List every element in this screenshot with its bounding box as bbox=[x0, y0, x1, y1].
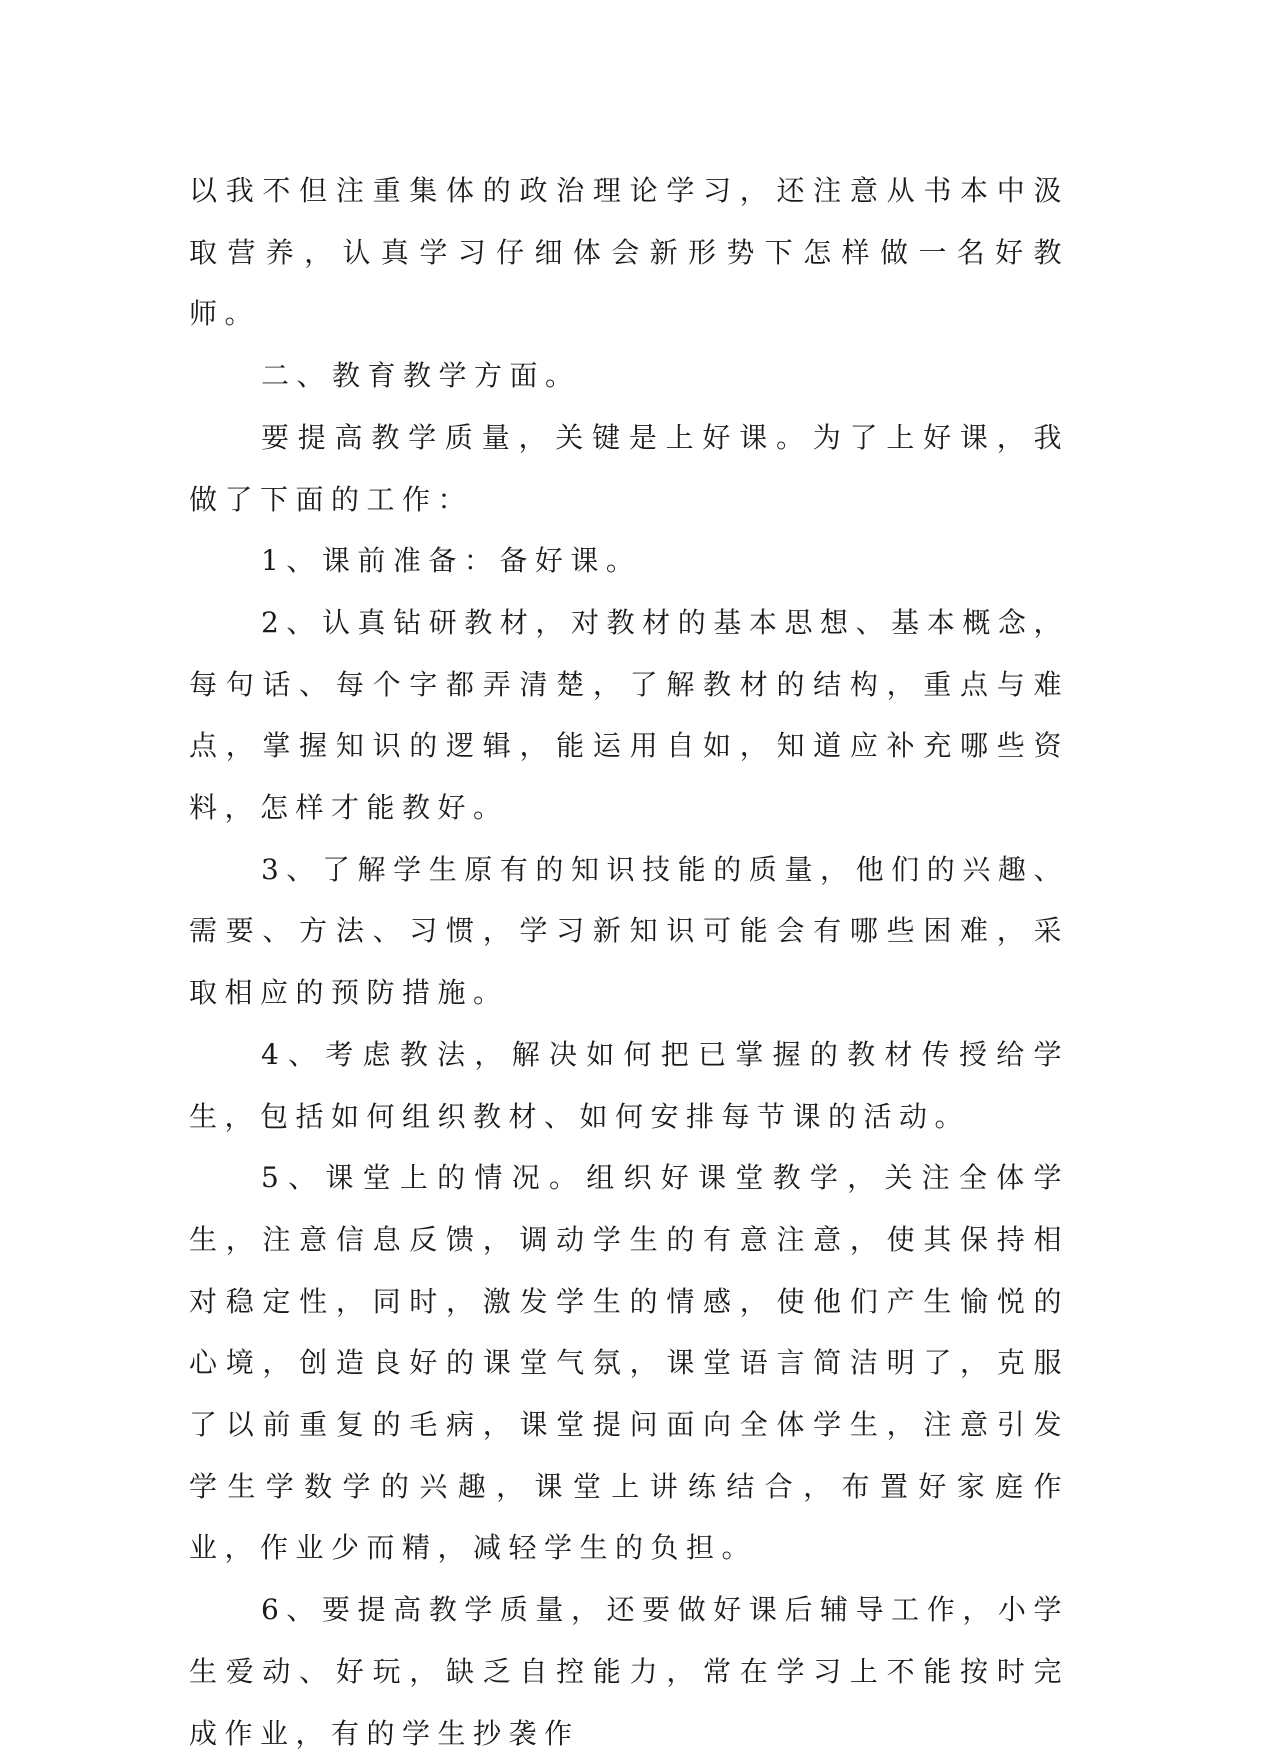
document-body bbox=[189, 160, 1069, 1764]
list-item-3: 3、了解学生原有的知识技能的质量，他们的兴趣、需要、方法、习惯，学习新知识可能会有哪些困难，采取相应的预防措施。 bbox=[189, 852, 1069, 1010]
list-item-1: 1、课前准备：备好课。 bbox=[261, 544, 642, 578]
paragraph-continuation: 以我不但注重集体的政治理论学习，还注意从书本中汲取营养，认真学习仔细体会新形势下怎样做一名好教师。 bbox=[189, 174, 1069, 331]
list-item-5: 5、课堂上的情况。组织好课堂教学，关注全体学生，注意信息反馈，调动学生的有意注意，使其保持相对稳定性，同时，激发学生的情感，使他们产生愉悦的心境，创造良好的课堂气氛，课堂语言简洁明了，克服了以前重复的毛病，课堂提问面向全体学生，注意引发学生学数学的兴趣，课堂上讲练结合，布置好家庭作业，作业少而精，减轻学生的负担。 bbox=[189, 1161, 1069, 1565]
paragraph-intro: 要提高教学质量，关键是上好课。为了上好课，我做了下面的工作： bbox=[189, 420, 1069, 516]
section-heading: 二、教育教学方面。 bbox=[261, 359, 581, 393]
list-item-2: 2、认真钻研教材，对教材的基本思想、基本概念，每句话、每个字都弄清楚，了解教材的结构，重点与难点，掌握知识的逻辑，能运用自如，知道应补充哪些资料，怎样才能教好。 bbox=[189, 605, 1069, 825]
list-item-6: 6、要提高教学质量，还要做好课后辅导工作，小学生爱动、好玩，缺乏自控能力，常在学习上不能按时完成作业，有的学生抄袭作 bbox=[189, 1593, 1069, 1750]
list-item-4: 4、考虑教法，解决如何把已掌握的教材传授给学生，包括如何组织教材、如何安排每节课的活动。 bbox=[189, 1037, 1069, 1133]
